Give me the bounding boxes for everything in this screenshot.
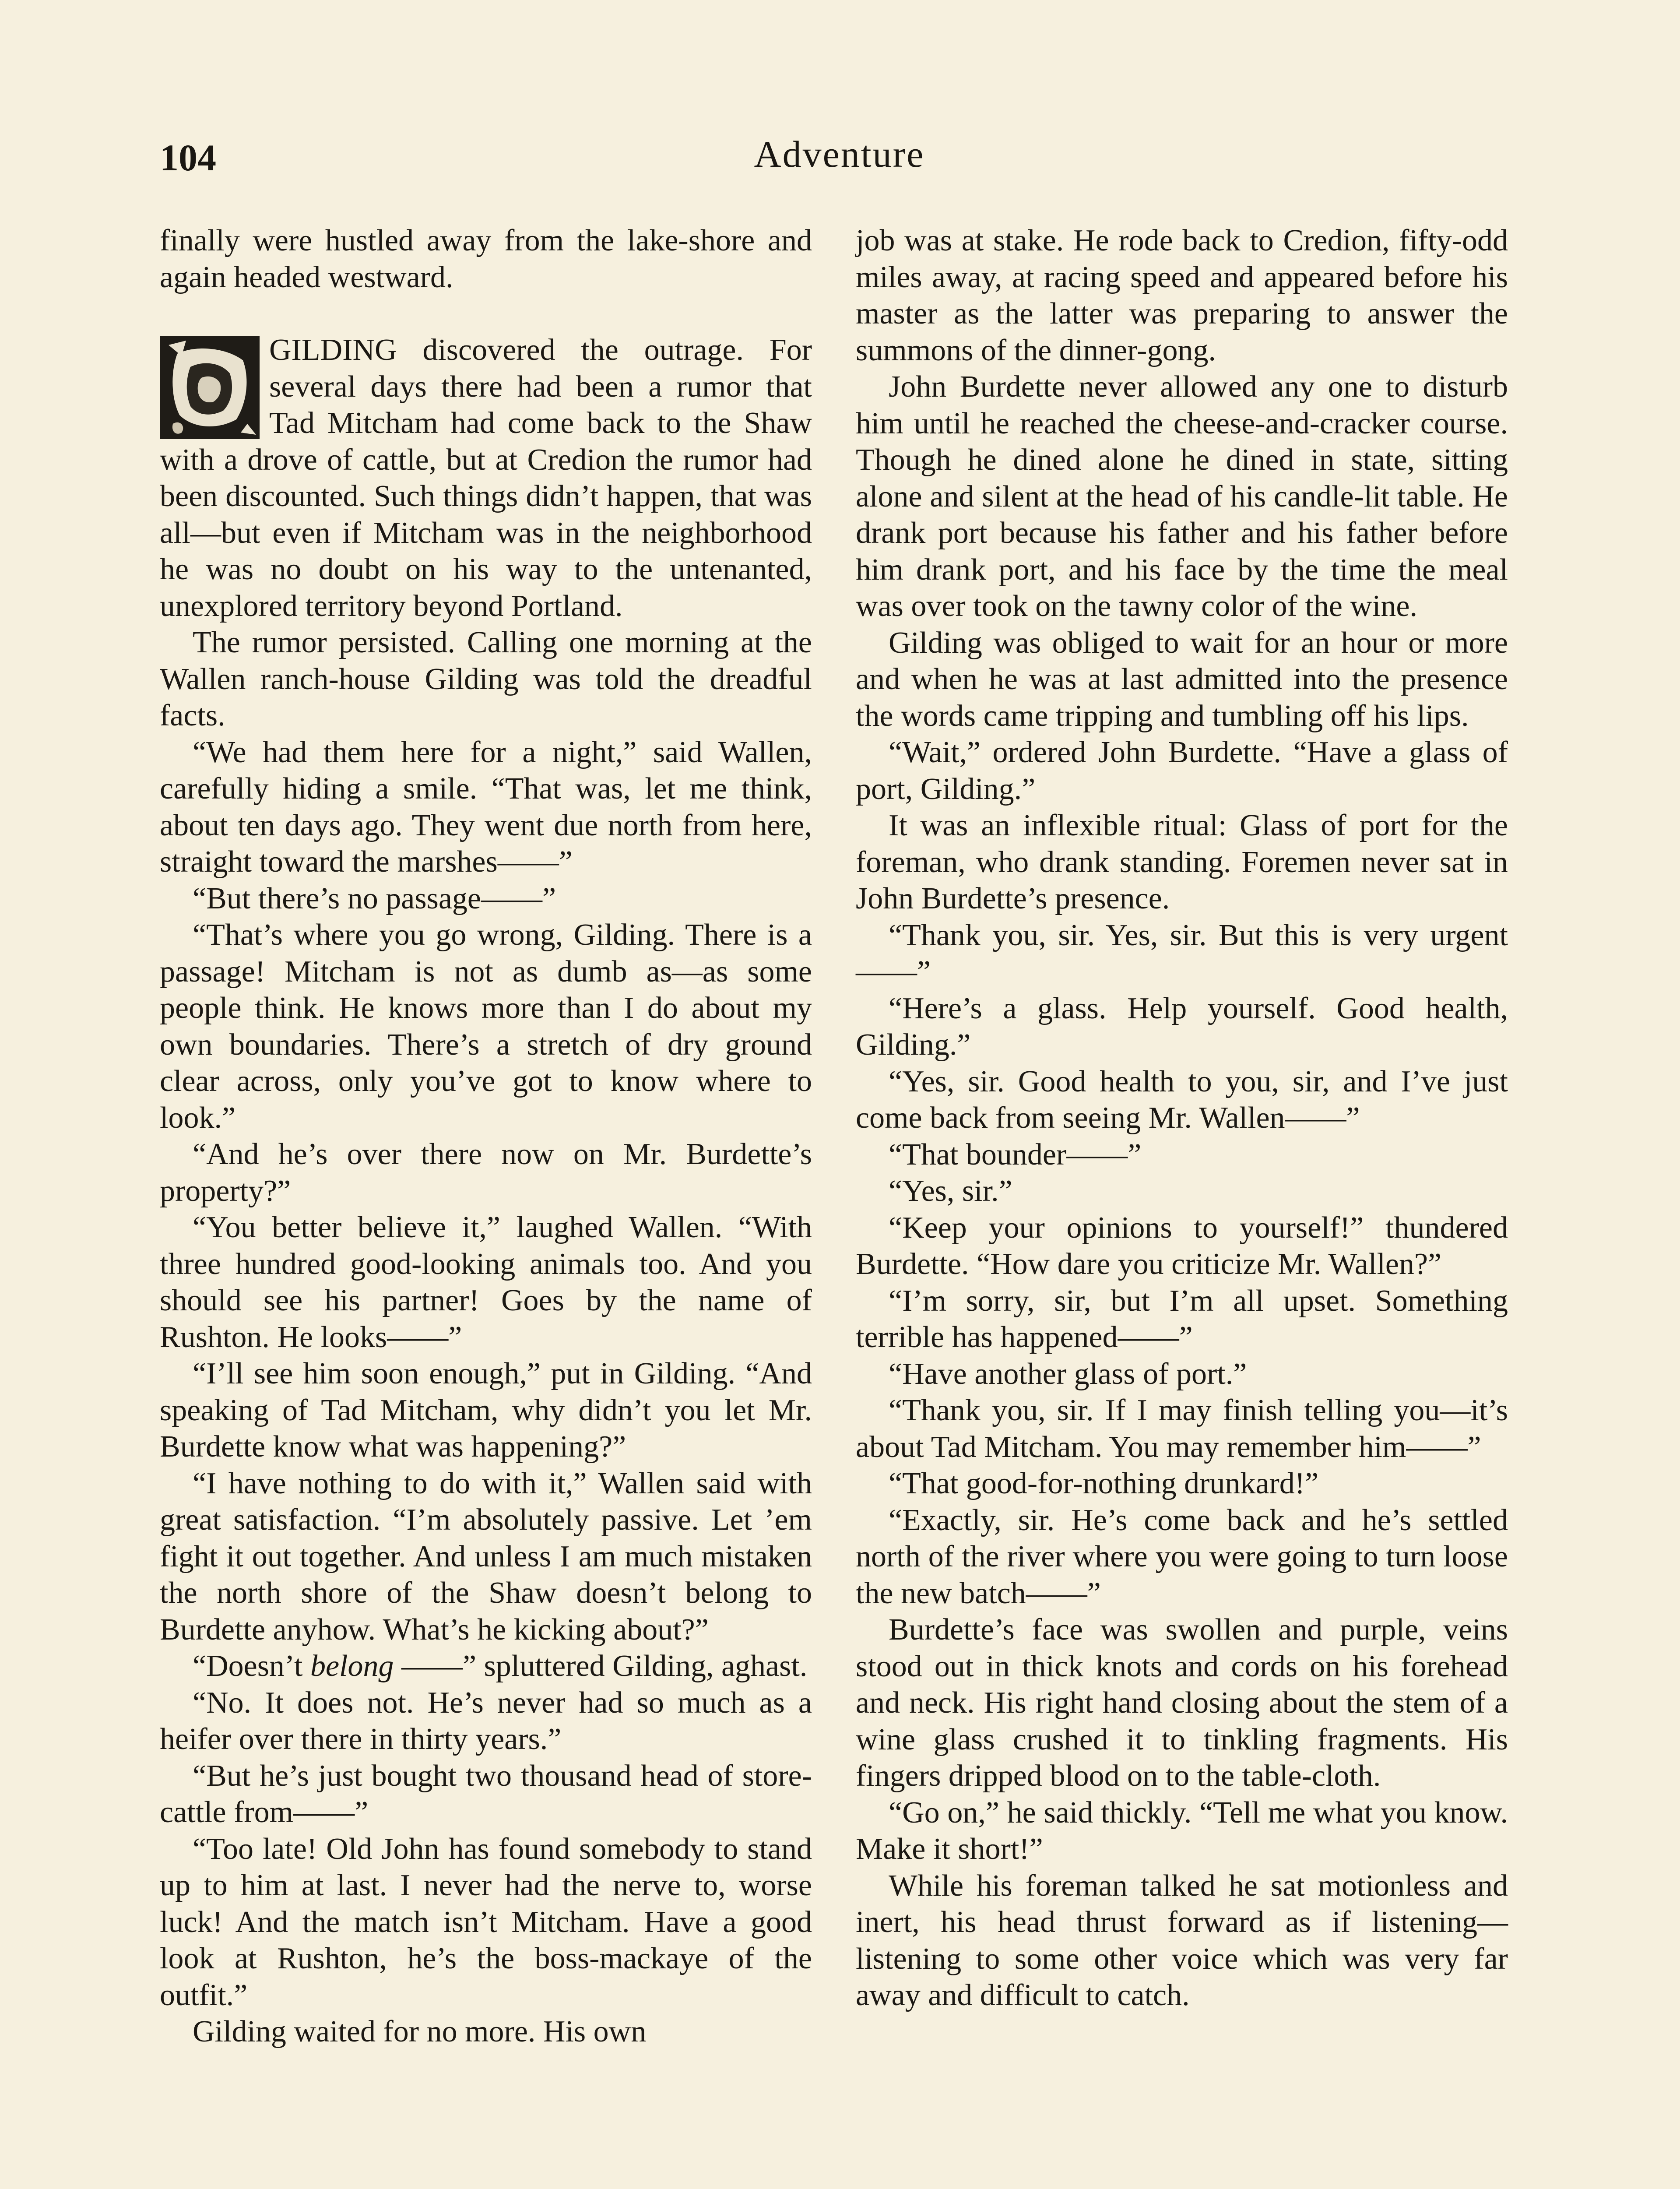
- paragraph: The rumor persisted. Calling one morning at the Wallen ranch-house Gilding was told the dreadful facts.: [160, 626, 812, 732]
- paragraph-with-dropcap: [160, 332, 812, 624]
- paragraph: “No. It does not. He’s never had so much as a heifer over there in thirty years.”: [160, 1686, 812, 1756]
- paragraph: “I’ll see him soon enough,” put in Gilding. “And speaking of Tad Mitcham, why didn’t you let Mr. Burdette know what was happening?”: [160, 1357, 812, 1464]
- paragraph: “Thank you, sir. If I may finish telling you—it’s about Tad Mitcham. You may remember him——”: [856, 1394, 1508, 1464]
- paragraph: “Wait,” ordered John Burdette. “Have a glass of port, Gilding.”: [856, 736, 1508, 806]
- paragraph: “That good-for-nothing drunkard!”: [889, 1467, 1319, 1500]
- paragraph: “That bounder——”: [889, 1137, 1142, 1172]
- paragraph: “Yes, sir.”: [889, 1174, 1012, 1208]
- page-number: 104: [160, 137, 216, 179]
- paragraph: [160, 1648, 812, 1685]
- right-column: [856, 222, 1508, 2014]
- paragraph: finally were hustled away from the lake-shore and again headed westward.: [160, 224, 812, 294]
- paragraph: Gilding was obliged to wait for an hour or more and when he was at last admitted into the presence the words came tripping and tumbling off his lips.: [856, 626, 1508, 733]
- drop-cap-ornament-icon: [160, 336, 260, 439]
- paragraph: job was at stake. He rode back to Credion, fifty-odd miles away, at racing speed and appeared before his master as the latter was preparing to answer the summons of the dinner-gong.: [856, 224, 1508, 367]
- paragraph: “I’m sorry, sir, but I’m all upset. Something terrible has happened——”: [856, 1284, 1508, 1354]
- paragraph-text: GILDING discovered the outrage. For several days there had been a rumor that Tad Mitcham had come back to the Shaw with a drove of cattle, but at Credion the rumor had been discounted. Such things didn’t happen, that was all—but even if Mitcham was in the neighborhood he was no doubt on his way to the untenanted, unexplored territory beyond Portland.: [160, 333, 812, 623]
- paragraph: “But he’s just bought two thousand head of store-cattle from——”: [160, 1759, 812, 1829]
- paragraph: “You better believe it,” laughed Wallen. “With three hundred good-looking animals too. And you should see his partner! Goes by the name of Rushton. He looks——”: [160, 1211, 812, 1354]
- paragraph: “That’s where you go wrong, Gilding. There is a passage! Mitcham is not as dumb as—as some people think. He knows more than I do about my own boundaries. There’s a stretch of dry ground clear across, only you’ve got to know where to look.”: [160, 918, 812, 1135]
- paragraph: Burdette’s face was swollen and purple, veins stood out in thick knots and cords on his forehead and neck. His right hand closing about the stem of a wine glass crushed it to tinkling fragments. His fingers dripped blood on to the table-cloth.: [856, 1613, 1508, 1793]
- paragraph: “Thank you, sir. Yes, sir. But this is very urgent——”: [856, 918, 1508, 989]
- paragraph: “Here’s a glass. Help yourself. Good health, Gilding.”: [856, 991, 1508, 1062]
- page-header: [160, 132, 1519, 194]
- paragraph: Gilding waited for no more. His own: [193, 2015, 647, 2048]
- paragraph: “Yes, sir. Good health to you, sir, and I’ve just come back from seeing Mr. Wallen——”: [856, 1064, 1508, 1135]
- paragraph: “Go on,” he said thickly. “Tell me what you know. Make it short!”: [856, 1795, 1508, 1866]
- paragraph: “Have another glass of port.”: [889, 1357, 1247, 1391]
- paragraph: “But there’s no passage——”: [193, 881, 556, 915]
- paragraph: “And he’s over there now on Mr. Burdette’s property?”: [160, 1137, 812, 1208]
- paragraph: “Too late! Old John has found somebody to stand up to him at last. I never had the nerve to, worse luck! And the match isn’t Mitcham. Have a good look at Rushton, he’s the boss-mackaye of the outfit.”: [160, 1832, 812, 2012]
- paragraph: It was an inflexible ritual: Glass of port for the foreman, who drank standing. Foremen never sat in John Burdette’s presence.: [856, 809, 1508, 915]
- paragraph: “Keep your opinions to yourself!” thundered Burdette. “How dare you criticize Mr. Wallen?”: [856, 1211, 1508, 1281]
- paragraph: “Exactly, sir. He’s come back and he’s settled north of the river where you were going to turn loose the new batch——”: [856, 1503, 1508, 1610]
- text-run: “Doesn’t: [193, 1649, 310, 1683]
- text-run: ——” spluttered Gilding, aghast.: [394, 1649, 808, 1683]
- left-column: [160, 222, 812, 2050]
- running-head-title: Adventure: [754, 133, 925, 175]
- paragraph: While his foreman talked he sat motionless and inert, his head thrust forward as if listening—listening to some other voice which was very far away and difficult to catch.: [856, 1869, 1508, 2012]
- paragraph: John Burdette never allowed any one to disturb him until he reached the cheese-and-cracker course. Though he dined alone he dined in state, sitting alone and silent at the head of his candle-lit table. He drank port because his father and his father before him drank port, and his face by the time the meal was over took on the tawny color of the wine.: [856, 370, 1508, 623]
- italic-text: belong: [310, 1649, 394, 1683]
- paragraph: “We had them here for a night,” said Wallen, carefully hiding a smile. “That was, let me think, about ten days ago. They went due north from here, straight toward the marshes——”: [160, 735, 812, 879]
- paragraph: “I have nothing to do with it,” Wallen said with great satisfaction. “I’m absolutely passive. Let ’em fight it out together. And unless I am much mistaken the north shore of the Shaw doesn’t belong to Burdette anyhow. What’s he kicking about?”: [160, 1466, 812, 1647]
